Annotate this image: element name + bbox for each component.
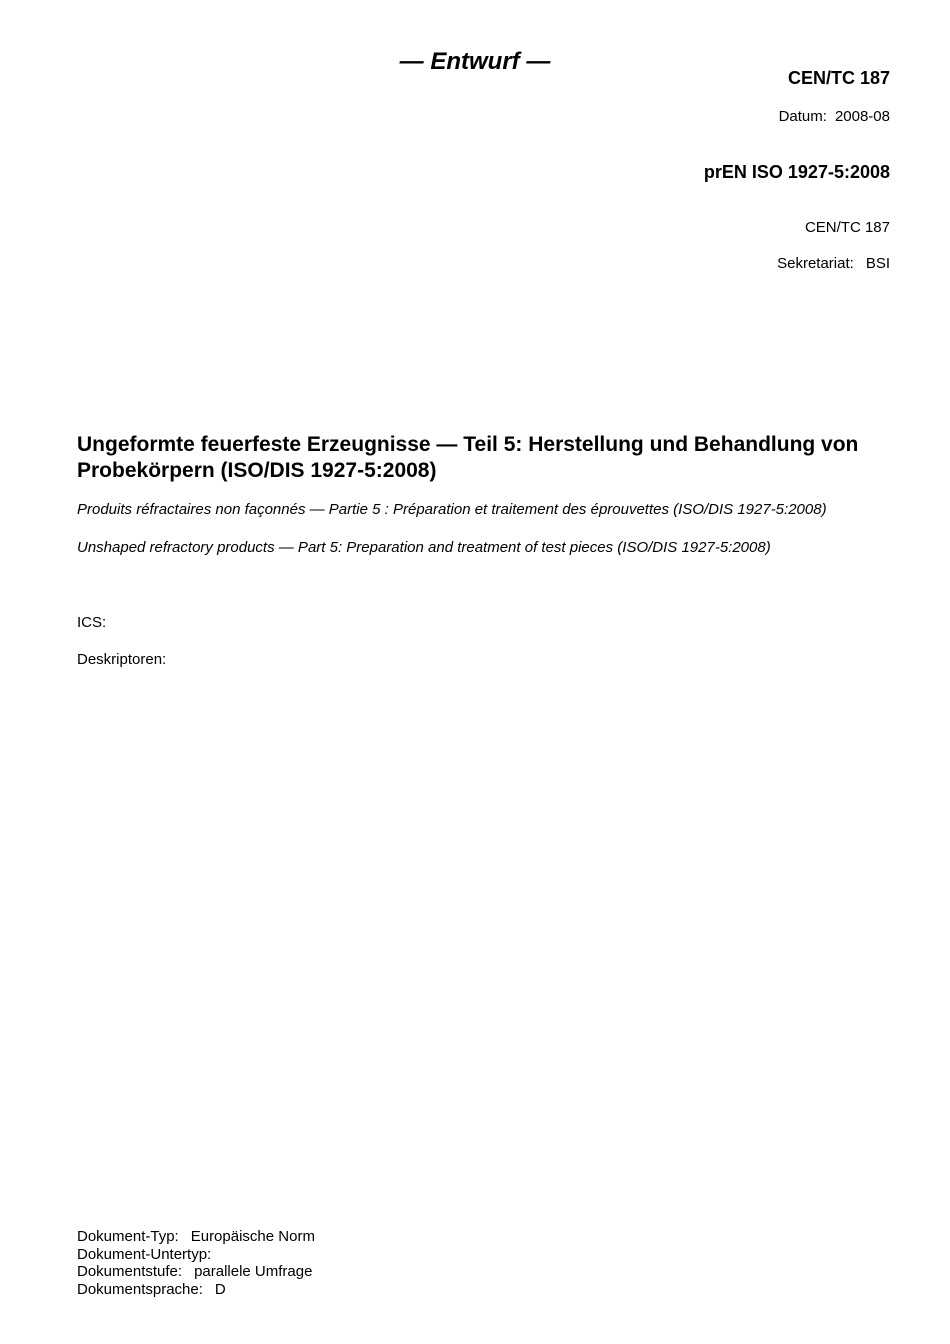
doc-language-label: Dokumentsprache: [77, 1280, 203, 1298]
doc-language-value: D [214, 1280, 226, 1298]
document-metadata [77, 1228, 315, 1298]
date-value: 2008-08 [834, 108, 890, 125]
doc-language-row [77, 1281, 315, 1299]
secretariat-line [777, 255, 890, 272]
doc-subtype-label: Dokument-Untertyp: [77, 1245, 212, 1263]
descriptors-label: Deskriptoren: [77, 651, 167, 668]
title-french: Produits réfractaires non façonnés — Partie 5 : Préparation et traitement des éprouvettes (ISO/DIS 1927-5:2008) [77, 501, 827, 518]
draft-mark: — Entwurf — [399, 48, 551, 75]
committee-heading: CEN/TC 187 [787, 68, 890, 88]
doc-type-label: Dokument-Typ: [77, 1228, 179, 1245]
secretariat-label: Sekretariat: [777, 255, 854, 272]
doc-stage-row [77, 1263, 315, 1281]
doc-subtype-row [77, 1246, 315, 1264]
doc-type-row [77, 1228, 315, 1246]
document-number: prEN ISO 1927-5:2008 [703, 162, 890, 182]
doc-stage-value: parallele Umfrage [194, 1263, 313, 1280]
ics-label: ICS: [77, 614, 107, 631]
doc-type-value: Europäische Norm [190, 1228, 315, 1245]
secretariat-value: BSI [865, 255, 890, 272]
date-label: Datum: [778, 108, 827, 125]
committee-reference: CEN/TC 187 [804, 219, 890, 236]
title-english: Unshaped refractory products — Part 5: Preparation and treatment of test pieces (ISO/DIS 1927-5:2008) [77, 539, 771, 556]
date-line [779, 108, 890, 125]
title-german: Ungeformte feuerfeste Erzeugnisse — Teil 5: Herstellung und Behandlung von Probekörpern (ISO/DIS 1927-5:2008) [77, 433, 859, 482]
doc-stage-label: Dokumentstufe: [77, 1263, 183, 1280]
